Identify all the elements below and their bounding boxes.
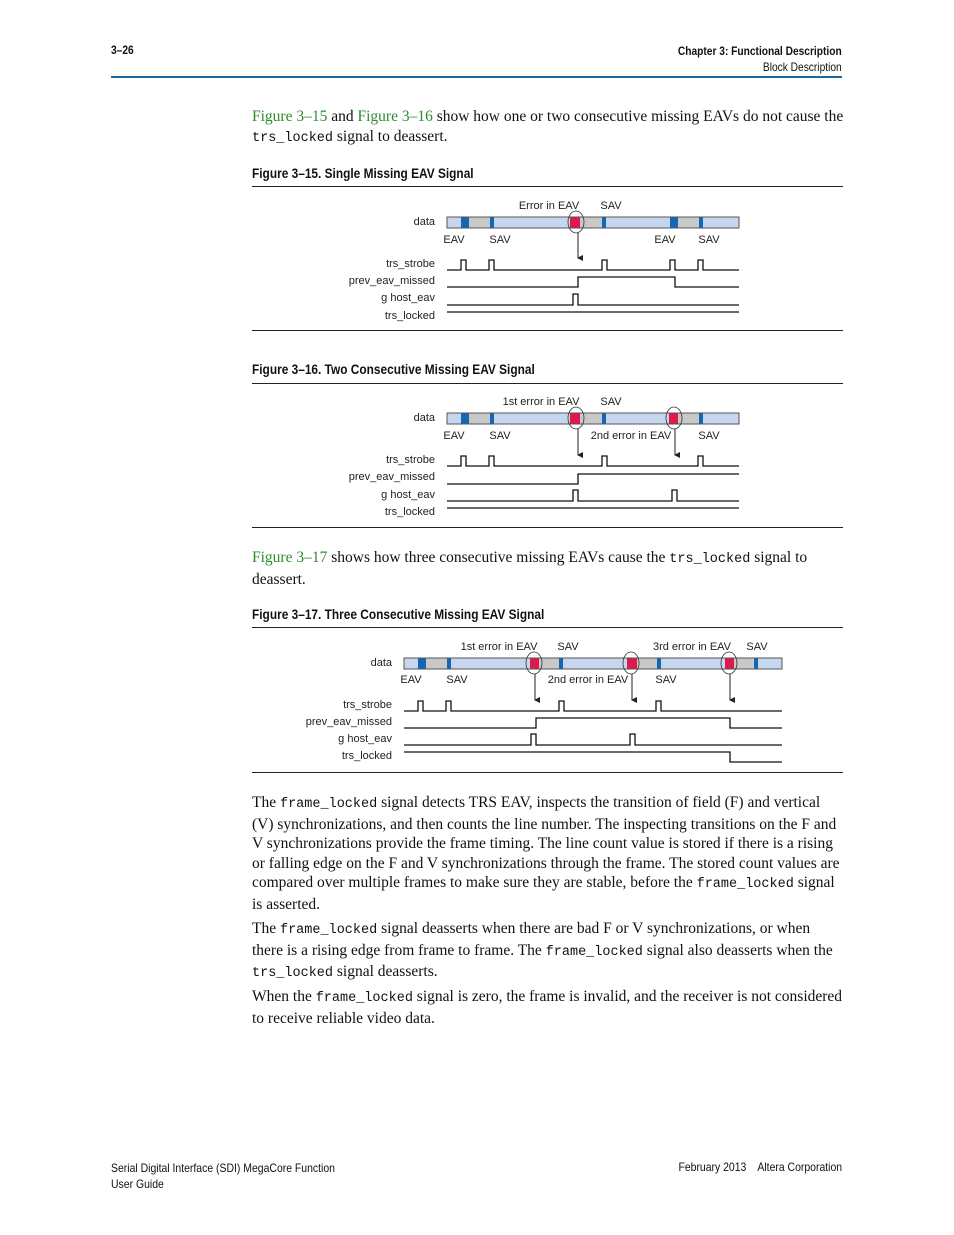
page-number: 3–26 [111, 43, 134, 57]
intro-text: show how one or two consecutive missing EAVs do not cause the [432, 108, 844, 125]
annotation-sav: SAV [489, 430, 511, 442]
annotation-eav: EAV [443, 430, 465, 442]
signal-label-trs-locked: trs_locked [384, 310, 435, 322]
annotation-sav: SAV [557, 641, 579, 653]
signal-label-ghost-eav: g host_eav [381, 489, 435, 501]
p2-text: signal deasserts when there are bad F or V synchronizations, or when there is a rising edge from frame to frame. The [252, 920, 811, 959]
code-frame-locked: frame_locked [279, 923, 378, 938]
signal-label-ghost-eav: g host_eav [338, 733, 392, 745]
annotation-1st-error: 1st error in EAV [502, 396, 580, 408]
p2-text: signal deasserts. [333, 963, 438, 980]
p1-text: signal is asserted. [252, 874, 835, 913]
chapter-title: Chapter 3: Functional Description [678, 44, 842, 58]
signal-label-trs-strobe: trs_strobe [343, 699, 392, 711]
annotation-eav: EAV [654, 234, 676, 246]
footer-title-line2: User Guide [111, 1177, 164, 1191]
annotation-sav: SAV [489, 234, 511, 246]
code-trs-locked: trs_locked [252, 130, 334, 146]
signal-label-trs-locked: trs_locked [341, 750, 392, 762]
p2-text: signal also deasserts when the [642, 941, 833, 959]
code-frame-locked: frame_locked [696, 877, 794, 892]
signal-label-data: data [413, 412, 435, 424]
signal-label-data: data [413, 216, 435, 228]
footer-date-company: February 2013 Altera Corporation [678, 1160, 842, 1174]
p1-text: The [252, 794, 280, 811]
annotation-sav: SAV [655, 674, 677, 686]
footer-document-title [111, 1160, 335, 1192]
signal-label-data: data [370, 657, 392, 669]
signal-label-prev-eav-missed: prev_eav_missed [348, 275, 435, 287]
frame-locked-paragraph-3 [252, 987, 844, 1028]
annotation-2nd-error: 2nd error in EAV [547, 674, 629, 686]
signal-label-trs-strobe: trs_strobe [386, 258, 435, 270]
annotation-2nd-error: 2nd error in EAV [590, 430, 672, 442]
figure-3-16-diagram [349, 396, 739, 518]
annotation-eav: EAV [400, 674, 422, 686]
annotation-error-in-eav: Error in EAV [518, 200, 580, 212]
annotation-1st-error: 1st error in EAV [460, 641, 538, 653]
figure-3-16-caption: Figure 3–16. Two Consecutive Missing EAV Signal [252, 362, 535, 377]
annotation-sav: SAV [600, 396, 622, 408]
frame-locked-paragraph-2 [252, 919, 844, 984]
annotation-sav: SAV [600, 200, 622, 212]
code-trs-locked: trs_locked [669, 552, 751, 567]
frame-locked-paragraph-1 [252, 793, 844, 914]
figure-3-17-diagram [306, 641, 782, 762]
mid-text: signal to deassert. [252, 549, 808, 588]
p2-text: The [252, 920, 280, 937]
signal-label-ghost-eav: g host_eav [381, 292, 435, 304]
annotation-sav: SAV [446, 674, 468, 686]
signal-label-prev-eav-missed: prev_eav_missed [305, 716, 392, 728]
annotation-sav: SAV [698, 234, 720, 246]
code-frame-locked: frame_locked [315, 991, 413, 1006]
figure-3-17-link[interactable]: Figure 3–17 [252, 549, 328, 566]
code-trs-locked: trs_locked [252, 966, 334, 981]
annotation-sav: SAV [746, 641, 768, 653]
figure-3-15-diagram [349, 200, 739, 322]
signal-label-prev-eav-missed: prev_eav_missed [348, 471, 435, 483]
p1-text: signal detects TRS EAV, inspects the transition of field (F) and vertical (V) synchronizations, and then counts the line number. The inspecting transitions on the F and V synchronizations provide the frame timing. The line count value is stored if there is a rising or falling edge on the F and V synchronizations through the frame. The stored count values are compared over multiple frames to make sure they are stable, before the [252, 794, 840, 891]
signal-label-trs-locked: trs_locked [384, 506, 435, 518]
mid-text: shows how three consecutive missing EAVs cause the [327, 549, 670, 566]
annotation-sav: SAV [698, 430, 720, 442]
figure-3-17-caption: Figure 3–17. Three Consecutive Missing EAV Signal [252, 607, 545, 622]
intro-text: signal to deassert. [333, 127, 448, 145]
code-frame-locked: frame_locked [545, 944, 643, 960]
signal-label-trs-strobe: trs_strobe [386, 454, 435, 466]
footer-title-line1: Serial Digital Interface (SDI) MegaCore Function [111, 1161, 335, 1175]
figure-3-15-link[interactable]: Figure 3–15 [252, 108, 328, 125]
annotation-3rd-error: 3rd error in EAV [652, 641, 732, 653]
figure-3-15-caption: Figure 3–15. Single Missing EAV Signal [252, 166, 474, 181]
p3-text: signal is zero, the frame is invalid, and the receiver is not considered to receive reliable video data. [252, 988, 843, 1027]
p3-text: When the [252, 988, 316, 1005]
section-title: Block Description [763, 60, 842, 74]
code-frame-locked: frame_locked [279, 797, 378, 812]
annotation-eav: EAV [443, 234, 465, 246]
intro-text: and [327, 108, 358, 125]
figure-3-16-link[interactable]: Figure 3–16 [357, 108, 433, 125]
